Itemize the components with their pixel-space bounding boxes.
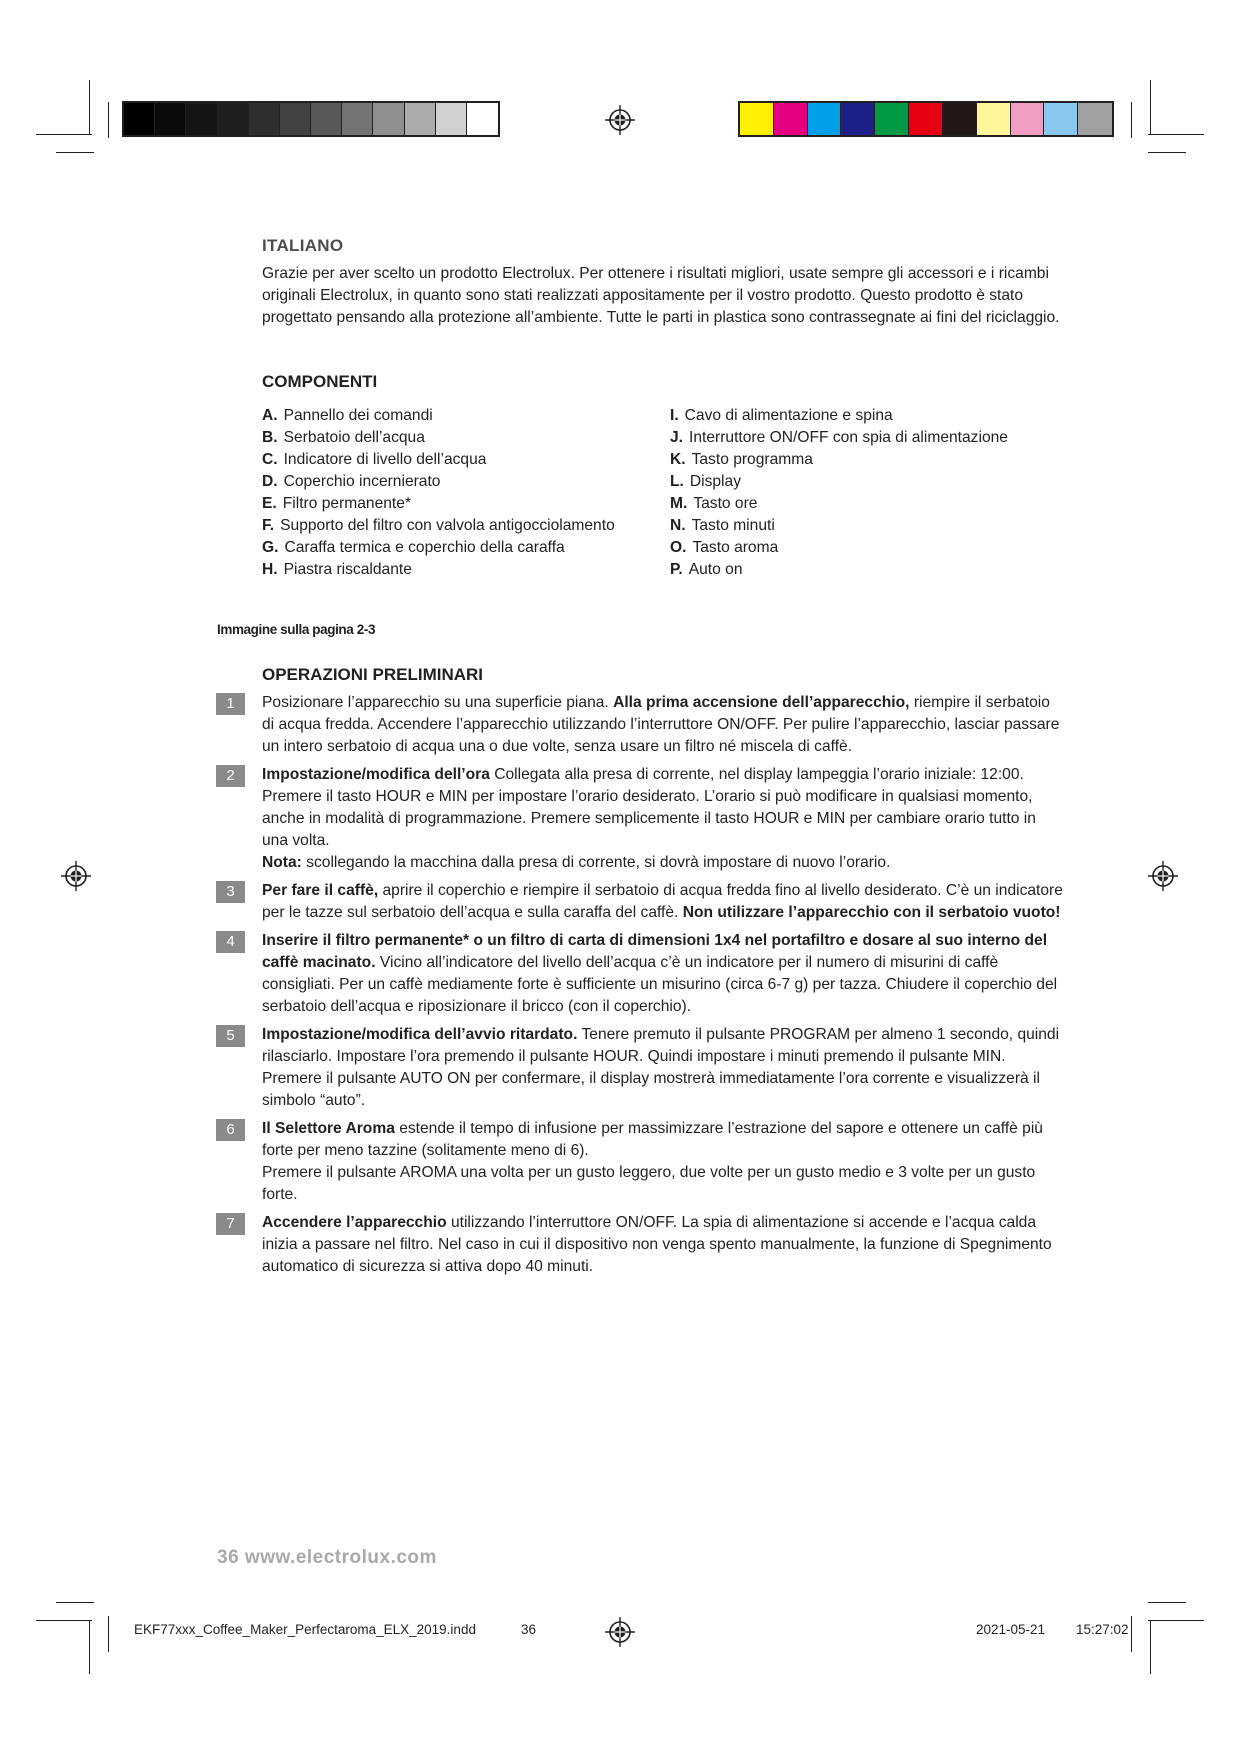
cmyk-color-bar	[738, 101, 1114, 137]
step-item	[216, 1024, 1066, 1112]
step-bold-lead: Per fare il caffè,	[262, 882, 379, 899]
component-label: Cavo di alimentazione e spina	[684, 407, 893, 424]
component-letter: G.	[262, 539, 279, 556]
step-text	[262, 1118, 1066, 1162]
color-swatch	[155, 103, 186, 135]
component-label: Auto on	[688, 561, 743, 578]
step-bold-lead: Accendere l’apparecchio	[262, 1214, 447, 1231]
grayscale-color-bar	[122, 101, 500, 137]
color-swatch	[186, 103, 217, 135]
step-number-badge: 4	[216, 931, 245, 953]
step-item	[216, 1212, 1066, 1278]
crop-mark	[56, 152, 94, 153]
step-number-badge: 2	[216, 765, 245, 787]
components-list-right	[670, 405, 1090, 581]
component-letter: M.	[670, 495, 688, 512]
crop-mark	[1150, 80, 1151, 134]
component-item	[262, 537, 622, 559]
crop-mark	[1148, 1620, 1204, 1621]
crop-mark	[1148, 1602, 1186, 1603]
component-item	[670, 559, 1090, 581]
component-label: Tasto aroma	[692, 539, 779, 556]
color-swatch	[875, 103, 909, 135]
step-body: aprire il coperchio e riempire il serbatoio di acqua fredda fino al livello desiderato. C’è un indicatore per le tazze sul serbatoio dell’acqua e sulla caraffa del caffè.	[262, 882, 1063, 921]
step-text	[262, 1024, 1066, 1112]
step-text	[262, 692, 1066, 758]
step-bold-end: Non utilizzare l’apparecchio con il serbatoio vuoto!	[682, 904, 1061, 921]
slug-date: 2021-05-21	[976, 1622, 1046, 1637]
step-text	[262, 764, 1066, 852]
component-item	[262, 515, 622, 537]
color-swatch	[467, 103, 498, 135]
color-swatch	[249, 103, 280, 135]
color-swatch	[124, 103, 155, 135]
step-extra: Premere il pulsante AROMA una volta per un gusto leggero, due volte per un gusto medio e 3 volte per un gusto forte.	[262, 1164, 1036, 1203]
component-item	[670, 537, 1090, 559]
step-note-label: Nota:	[262, 854, 302, 871]
step-item	[216, 764, 1066, 874]
intro-section	[262, 236, 1062, 329]
color-swatch	[1011, 103, 1045, 135]
crop-mark	[36, 1620, 92, 1621]
color-swatch	[943, 103, 977, 135]
component-label: Supporto del filtro con valvola antigocciolamento	[280, 517, 615, 534]
component-item	[262, 493, 622, 515]
component-letter: D.	[262, 473, 278, 490]
registration-mark-icon	[605, 105, 635, 135]
component-letter: C.	[262, 451, 278, 468]
component-letter: P.	[670, 561, 683, 578]
color-swatch	[405, 103, 436, 135]
crop-mark	[108, 1616, 109, 1652]
step-body: Vicino all’indicatore del livello dell’acqua c’è un indicatore per il numero di misurini di caffè consigliati. Per un caffè mediamente forte è sufficiente un misurino (circa 6-7 g) per tazza. Chiudere il coperchio del serbatoio dell’acqua e riposizionare il bricco (con il coperchio).	[262, 954, 1058, 1015]
component-label: Tasto programma	[691, 451, 813, 468]
component-item	[670, 515, 1090, 537]
component-label: Tasto ore	[693, 495, 758, 512]
component-label: Piastra riscaldante	[283, 561, 412, 578]
step-bold-lead: Inserire il filtro permanente* o un filtro di carta di dimensioni 1x4 nel portafiltro e dosare al suo interno del caffè macinato.	[262, 932, 1048, 971]
registration-mark-icon	[61, 861, 91, 891]
component-item	[670, 471, 1090, 493]
step-note-text: scollegando la macchina dalla presa di corrente, si dovrà impostare di nuovo l’orario.	[301, 854, 891, 871]
color-swatch	[1078, 103, 1112, 135]
component-letter: N.	[670, 517, 686, 534]
component-label: Coperchio incernierato	[283, 473, 441, 490]
color-swatch	[342, 103, 373, 135]
step-text	[262, 1212, 1066, 1278]
crop-mark	[89, 80, 90, 134]
step-item	[216, 1118, 1066, 1206]
component-letter: E.	[262, 495, 277, 512]
step-body: utilizzando l’interruttore ON/OFF. La spia di alimentazione si accende e l’acqua calda inizia a passare nel filtro. Nel caso in cui il dispositivo non venga spento manualmente, la funzione di Spegnimento automatico di sicurezza si attiva dopo 40 minuti.	[262, 1214, 1052, 1275]
language-heading: ITALIANO	[262, 236, 344, 255]
component-item	[262, 449, 622, 471]
component-item	[670, 449, 1090, 471]
step-body: Tenere premuto il pulsante PROGRAM per almeno 1 secondo, quindi rilasciarlo. Impostare l’ora premendo il pulsante HOUR. Quindi impostare i minuti premendo il pulsante MIN. Premere il pulsante AUTO ON per confermare, il display mostrerà immediatamente l’ora corrente e visualizzerà il simbolo “auto”.	[262, 1026, 1060, 1109]
step-body: estende il tempo di infusione per massimizzare l’estrazione del sapore e ottenere un caffè più forte per meno tazzine (solitamente meno di 6).	[262, 1120, 1043, 1159]
crop-mark	[89, 1620, 90, 1674]
step-number-badge: 5	[216, 1025, 245, 1047]
component-item	[262, 405, 622, 427]
color-swatch	[740, 103, 774, 135]
component-item	[670, 405, 1090, 427]
color-swatch	[774, 103, 808, 135]
crop-mark	[1148, 134, 1204, 135]
color-swatch	[909, 103, 943, 135]
crop-mark	[1131, 102, 1132, 138]
color-swatch	[311, 103, 342, 135]
step-bold-lead: Il Selettore Aroma	[262, 1120, 395, 1137]
image-reference: Immagine sulla pagina 2-3	[217, 622, 376, 637]
components-heading: COMPONENTI	[262, 372, 378, 391]
page-number-url: 36 www.electrolux.com	[217, 1547, 437, 1568]
component-letter: F.	[262, 517, 275, 534]
operations-steps	[216, 692, 1066, 1284]
step-item	[216, 692, 1066, 758]
step-bold-mid: Alla prima accensione dell’apparecchio,	[613, 694, 910, 711]
color-swatch	[373, 103, 404, 135]
color-swatch	[1044, 103, 1078, 135]
component-item	[262, 427, 622, 449]
registration-mark-icon	[605, 1617, 635, 1647]
color-swatch	[977, 103, 1011, 135]
component-letter: A.	[262, 407, 278, 424]
step-body: riempire il serbatoio di acqua fredda. Accendere l’apparecchio utilizzando l’interruttore ON/OFF. Per pulire l’apparecchio, lasciar passare un intero serbatoio di acqua una o due volte, senza usare un filtro né miscela di caffè.	[262, 694, 1060, 755]
component-label: Serbatoio dell’acqua	[283, 429, 425, 446]
component-letter: I.	[670, 407, 679, 424]
step-bold-lead: Impostazione/modifica dell’ora	[262, 766, 490, 783]
crop-mark	[36, 134, 92, 135]
component-letter: B.	[262, 429, 278, 446]
color-swatch	[841, 103, 875, 135]
component-letter: K.	[670, 451, 686, 468]
crop-mark	[1131, 1616, 1132, 1652]
component-label: Pannello dei comandi	[283, 407, 433, 424]
step-bold-lead: Impostazione/modifica dell’avvio ritardato.	[262, 1026, 578, 1043]
step-number-badge: 7	[216, 1213, 245, 1235]
color-swatch	[218, 103, 249, 135]
step-text-pre: Posizionare l’apparecchio su una superficie piana.	[262, 694, 614, 711]
component-item	[670, 427, 1090, 449]
registration-mark-icon	[1148, 861, 1178, 891]
slug-time: 15:27:02	[1076, 1622, 1129, 1637]
component-label: Tasto minuti	[691, 517, 775, 534]
slug-file: EKF77xxx_Coffee_Maker_Perfectaroma_ELX_2019.indd	[134, 1622, 476, 1637]
crop-mark	[1150, 1620, 1151, 1674]
color-swatch	[808, 103, 842, 135]
component-label: Caraffa termica e coperchio della caraffa	[284, 539, 565, 556]
operations-heading: OPERAZIONI PRELIMINARI	[262, 665, 484, 684]
crop-mark	[108, 102, 109, 138]
step-item	[216, 880, 1066, 924]
intro-paragraph: Grazie per aver scelto un prodotto Electrolux. Per ottenere i risultati migliori, usate sempre gli accessori e i ricambi originali Electrolux, in quanto sono stati realizzati appositamente per il vostro prodotto. Questo prodotto è stato progettato pensando alla protezione all’ambiente. Tutte le parti in plastica sono contrassegnate ai fini del riciclaggio.	[262, 265, 1060, 326]
component-letter: H.	[262, 561, 278, 578]
component-item	[262, 471, 622, 493]
crop-mark	[56, 1602, 94, 1603]
step-body: Collegata alla presa di corrente, nel display lampeggia l’orario iniziale: 12:00. Premere il tasto HOUR e MIN per impostare l’orario desiderato. L’orario si può modificare in qualsiasi momento, anche in modalità di programmazione. Premere semplicemente il tasto HOUR e MIN per cambiare orario tutto in una volta.	[262, 766, 1036, 849]
component-letter: L.	[670, 473, 684, 490]
step-number-badge: 6	[216, 1119, 245, 1141]
crop-mark	[1148, 152, 1186, 153]
color-swatch	[280, 103, 311, 135]
step-text	[262, 930, 1066, 1018]
component-label: Filtro permanente*	[282, 495, 412, 512]
component-label: Display	[689, 473, 741, 490]
component-letter: J.	[670, 429, 684, 446]
step-text	[262, 880, 1066, 924]
component-item	[262, 559, 622, 581]
component-label: Interruttore ON/OFF con spia di alimentazione	[689, 429, 1008, 446]
step-number-badge: 1	[216, 693, 245, 715]
component-letter: O.	[670, 539, 687, 556]
component-item	[670, 493, 1090, 515]
component-label: Indicatore di livello dell’acqua	[283, 451, 487, 468]
components-list-left	[262, 405, 622, 581]
slug-page: 36	[521, 1622, 537, 1637]
step-item	[216, 930, 1066, 1018]
step-number-badge: 3	[216, 881, 245, 903]
color-swatch	[436, 103, 467, 135]
step-note	[262, 852, 1066, 874]
